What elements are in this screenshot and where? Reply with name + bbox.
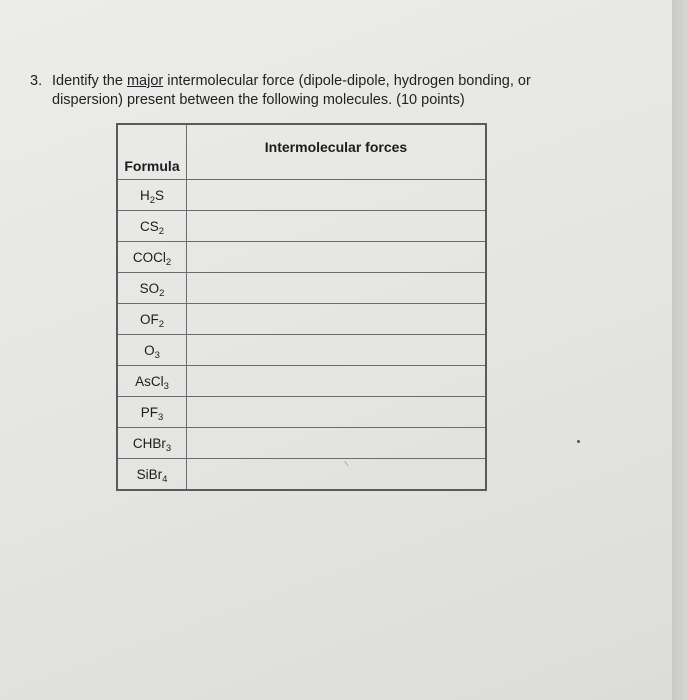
formula-cell [117,459,187,491]
formula-cell [117,242,187,273]
formula-base: SO [139,280,160,296]
formula-subscript: 2 [159,287,165,299]
question-suffix: intermolecular force (dipole-dipole, hydrogen bonding, or [163,73,531,89]
formula-subscript: 3 [154,349,160,361]
table-row [117,242,486,273]
table-row [117,397,486,428]
formula-rest: S [155,187,165,203]
question-prefix: Identify the [52,73,127,89]
formula-cell [117,211,187,242]
answer-cell[interactable] [187,397,487,428]
formula-subscript: 2 [158,318,165,330]
paper-speck [577,440,580,443]
formula-cell [117,397,187,428]
formula-base: CHBr [132,435,166,451]
question-line-1 [30,72,630,91]
formula-subscript: 2 [158,225,165,237]
table-header-row [117,124,486,180]
answer-cell[interactable] [187,459,487,491]
question-emphasis: major [126,73,164,89]
table-row [117,304,486,335]
table-row [117,335,486,366]
answer-cell[interactable] [187,366,487,397]
header-intermolecular-forces: Intermolecular forces [187,124,487,180]
formula-subscript: 3 [165,442,172,454]
formula-subscript: 2 [165,256,172,268]
formula-base: CS [139,218,159,234]
formula-subscript: 4 [162,473,168,485]
answer-cell[interactable] [187,335,487,366]
formula-cell [117,273,187,304]
formula-base: OF [139,311,159,327]
question-continuation: dispersion) present between the following molecules. (10 points) [52,92,465,108]
table-row [117,211,486,242]
question-text [30,72,630,110]
formula-cell [117,304,187,335]
answer-cell[interactable] [187,211,487,242]
formula-cell [117,366,187,397]
formula-subscript: 3 [163,380,169,392]
header-formula: Formula [117,124,187,180]
formula-base: SiBr [136,466,163,482]
table-row [117,273,486,304]
formula-base: O [144,342,155,358]
formula-cell [117,335,187,366]
formula-cell [117,180,187,211]
table-row [117,428,486,459]
answer-cell[interactable] [187,242,487,273]
answer-cell[interactable] [187,304,487,335]
formula-base: PF [140,404,158,420]
table-row [117,180,486,211]
question-line-2 [30,91,630,110]
question-number: 3. [30,73,43,89]
answer-cell[interactable] [187,180,487,211]
answer-cell[interactable] [187,273,487,304]
table-row [117,366,486,397]
answer-cell[interactable] [187,428,487,459]
formula-subscript: 2 [149,194,156,206]
page-edge [672,0,687,700]
table-row [117,459,486,491]
formula-cell [117,428,187,459]
intermolecular-forces-table [116,123,487,491]
formula-base: H [139,187,150,203]
formula-base: AsCl [135,373,164,389]
formula-subscript: 3 [157,411,164,423]
formula-base: COCl [132,249,166,265]
